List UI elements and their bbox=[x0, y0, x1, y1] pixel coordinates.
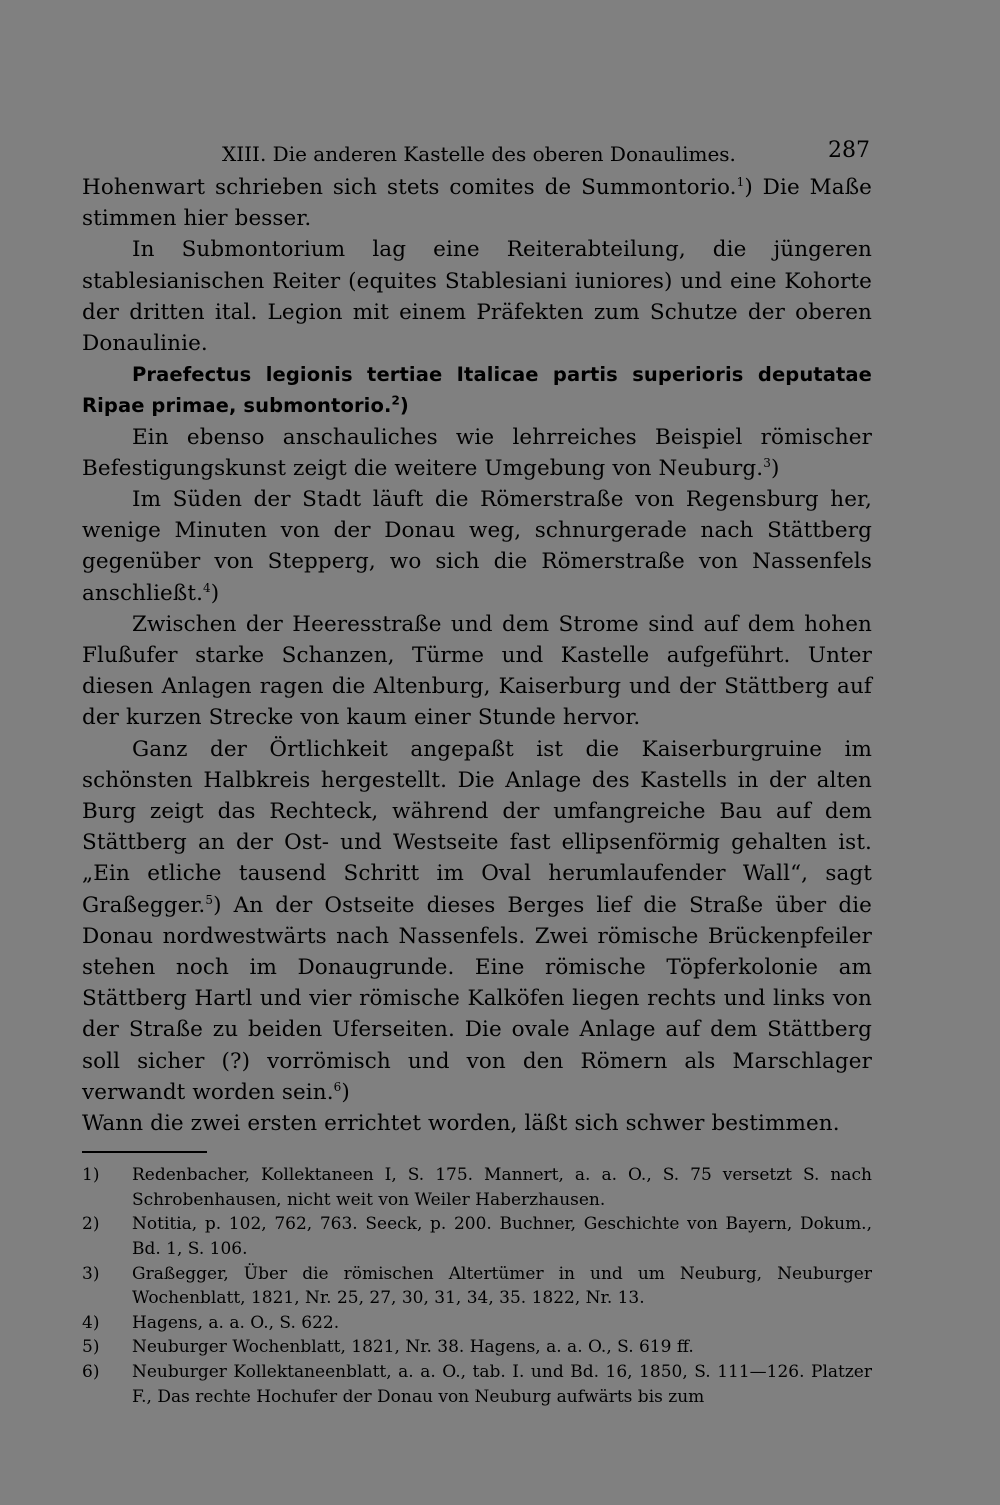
paragraph-text: Ganz der Örtlichkeit angepaßt ist die Kaiserburgruine im schönsten Halbkreis hergestellt. Die Anlage des Kastells in der alten Burg zeigt das Rechteck, während der umfangreiche Bau auf dem Stättberg an der Ost- und Westseite fast ellipsenförmig gehalten ist. „Ein etliche tausend Schritt im Oval herumlaufender Wall“, sagt Graßegger. bbox=[82, 736, 872, 918]
footnote-text: Redenbacher, Kollektaneen I, S. 175. Mannert, a. a. O., S. 75 versetzt S. nach Schrobenhausen, nicht weit von Weiler Haberzhausen. bbox=[132, 1165, 872, 1210]
footnote-4 bbox=[82, 1311, 872, 1336]
footnote-2 bbox=[82, 1212, 872, 1261]
paragraph-7 bbox=[82, 734, 872, 1108]
paragraph-6 bbox=[82, 609, 872, 734]
footnote-divider bbox=[82, 1151, 207, 1153]
footnote-mark: 1) bbox=[82, 1165, 100, 1186]
footnote-text: Notitia, p. 102, 762, 763. Seeck, p. 200. Buchner, Geschichte von Bayern, Dokum., Bd. 1, S. 106. bbox=[132, 1214, 872, 1260]
footnotes bbox=[82, 1163, 872, 1409]
footnote-text: Neuburger Kollektaneenblatt, a. a. O., tab. I. und Bd. 16, 1850, S. 111—126. Platzer F., Das rechte Hochufer der Donau von Neuburg aufwärts bis zum bbox=[132, 1362, 872, 1407]
footnote-ref-5: 5 bbox=[205, 892, 214, 907]
footnote-ref-4: 4 bbox=[203, 580, 211, 595]
footnote-5 bbox=[82, 1335, 872, 1360]
main-text bbox=[82, 172, 872, 1139]
paragraph-8 bbox=[82, 1108, 872, 1139]
footnote-mark: 6) bbox=[82, 1362, 100, 1383]
footnote-ref-3: 3 bbox=[763, 455, 771, 470]
footnote-1 bbox=[82, 1163, 872, 1212]
paragraph-1 bbox=[82, 172, 872, 234]
paragraph-text: ) bbox=[341, 1079, 350, 1105]
footnote-text: Neuburger Wochenblatt, 1821, Nr. 38. Hagens, a. a. O., S. 619 ff. bbox=[132, 1337, 694, 1358]
footnote-text: Graßegger, Über die römischen Altertümer in und um Neuburg, Neuburger Wochenblatt, 1821, Nr. 25, 27, 30, 31, 34, 35. 1822, Nr. 13. bbox=[132, 1263, 872, 1309]
footnote-3 bbox=[82, 1262, 872, 1311]
paragraph-text: ) bbox=[399, 394, 409, 418]
footnote-ref-6: 6 bbox=[333, 1079, 342, 1094]
footnote-6 bbox=[82, 1360, 872, 1409]
paragraph-text: Ein ebenso anschauliches wie lehrreiches Beispiel römischer Befestigungskunst zeigt die weitere Umgebung von Neuburg. bbox=[82, 424, 872, 481]
paragraph-text: ) bbox=[770, 455, 780, 481]
footnote-ref-2: 2 bbox=[391, 393, 400, 408]
page-header bbox=[82, 138, 872, 172]
book-page bbox=[82, 138, 872, 1409]
paragraph-2 bbox=[82, 234, 872, 359]
footnote-mark: 3) bbox=[82, 1263, 100, 1284]
running-title: XIII. Die anderen Kastelle des oberen Donaulimes. bbox=[222, 142, 736, 166]
paragraph-4 bbox=[82, 422, 872, 484]
footnote-ref-1: 1 bbox=[736, 174, 745, 189]
paragraph-5 bbox=[82, 484, 872, 609]
paragraph-text: ) An der Ostseite dieses Berges lief die Straße über die Donau nordwestwärts nach Nassenfels. Zwei römische Brückenpfeiler stehen noch im Donaugrunde. Eine römische Töpferkolonie am Stättberg Hartl und vier römische Kalköfen liegen rechts und links von der Straße zu beiden Uferseiten. Die ovale Anlage auf dem Stättberg soll sicher (?) vorrömisch und von den Römern als Marschlager verwandt worden sein. bbox=[82, 892, 872, 1105]
paragraph-text: ) bbox=[210, 580, 220, 606]
footnote-mark: 5) bbox=[82, 1337, 100, 1358]
paragraph-text: ) Die Maße stimmen hier besser. bbox=[82, 175, 872, 232]
footnote-mark: 2) bbox=[82, 1214, 100, 1235]
paragraph-text: Wann die zwei ersten errichtet worden, läßt sich schwer bestimmen. bbox=[82, 1111, 840, 1137]
paragraph-text: Im Süden der Stadt läuft die Römerstraße von Regensburg her, wenige Minuten von der Donau weg, schnurgerade nach Stättberg gegenüber von Stepperg, wo sich die Römerstraße von Nassenfels anschließt. bbox=[82, 487, 872, 606]
paragraph-3-latin-quote bbox=[82, 359, 872, 421]
paragraph-text: In Submontorium lag eine Reiterabteilung, die jüngeren stablesianischen Reiter (equites Stablesiani iuniores) und eine Kohorte der dritten ital. Legion mit einem Präfekten zum Schutze der oberen Donaulinie. bbox=[82, 237, 872, 357]
paragraph-text: Zwischen der Heeresstraße und dem Strome sind auf dem hohen Flußufer starke Schanzen, Türme und Kastelle aufgeführt. Unter diesen Anlagen ragen die Altenburg, Kaiserburg und der Stättberg auf der kurzen Strecke von kaum einer Stunde hervor. bbox=[82, 611, 872, 731]
paragraph-text: Hohenwart schrieben sich stets comites de Summontorio. bbox=[82, 175, 737, 200]
footnote-text: Hagens, a. a. O., S. 622. bbox=[132, 1312, 340, 1333]
paragraph-text: Praefectus legionis tertiae Italicae partis superioris deputatae Ripae primae, submontorio. bbox=[82, 363, 872, 418]
page-number: 287 bbox=[828, 138, 870, 163]
footnote-mark: 4) bbox=[82, 1312, 100, 1333]
